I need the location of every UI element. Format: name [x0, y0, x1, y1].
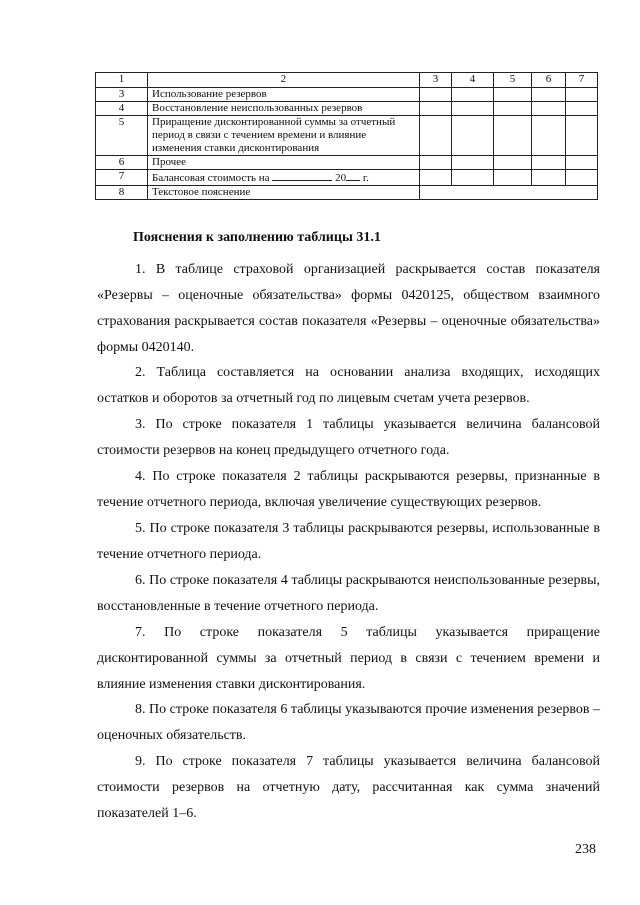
row-label: Текстовое пояснение [148, 186, 420, 200]
value-cell [566, 88, 598, 102]
value-cell [452, 102, 494, 116]
row-label: Приращение дисконтированной суммы за отчетный период в связи с течением времени и влияние изменения ставки дисконтирования [148, 116, 420, 156]
value-cell [420, 102, 452, 116]
paragraph-2: 2. Таблица составляется на основании анализа входящих, исходящих остатков и оборотов за отчетный год по лицевым счетам учета резервов. [97, 365, 600, 406]
value-cell [532, 156, 566, 170]
header-cell: 1 [96, 73, 148, 88]
page-number: 238 [575, 842, 596, 857]
row-number: 5 [96, 116, 148, 156]
text-explanation-cell [420, 186, 598, 200]
value-cell [494, 170, 532, 186]
header-cell: 2 [148, 73, 420, 88]
date-blank [272, 170, 332, 181]
table-row [96, 116, 598, 156]
value-cell [532, 102, 566, 116]
header-cell: 6 [532, 73, 566, 88]
row-number: 3 [96, 88, 148, 102]
value-cell [420, 116, 452, 156]
row-number: 4 [96, 102, 148, 116]
value-cell [566, 170, 598, 186]
value-cell [452, 156, 494, 170]
table-row [96, 156, 598, 170]
header-cell: 7 [566, 73, 598, 88]
header-cell: 5 [494, 73, 532, 88]
value-cell [494, 88, 532, 102]
balance-label-suffix: г. [362, 172, 369, 184]
value-cell [420, 88, 452, 102]
row-number: 7 [96, 170, 148, 186]
value-cell [566, 102, 598, 116]
value-cell [494, 156, 532, 170]
paragraph-9: 9. По строке показателя 7 таблицы указывается величина балансовой стоимости резервов на отчетную дату, рассчитанная как сумма значений показателей 1–6. [97, 754, 600, 821]
table-row [96, 102, 598, 116]
row-label: Использование резервов [148, 88, 420, 102]
paragraph-5: 5. По строке показателя 3 таблицы раскрываются резервы, использованные в течение отчетного периода. [97, 521, 600, 562]
row-label: Прочее [148, 156, 420, 170]
table-row [96, 88, 598, 102]
table-header-row [96, 73, 598, 88]
value-cell [532, 170, 566, 186]
paragraph-8: 8. По строке показателя 6 таблицы указываются прочие изменения резервов – оценочных обязательств. [97, 702, 600, 743]
value-cell [532, 88, 566, 102]
row-label [148, 170, 420, 186]
value-cell [566, 156, 598, 170]
row-number: 8 [96, 186, 148, 200]
value-cell [420, 170, 452, 186]
value-cell [494, 116, 532, 156]
value-cell [532, 116, 566, 156]
value-cell [452, 170, 494, 186]
table-row [96, 170, 598, 186]
paragraph-4: 4. По строке показателя 2 таблицы раскрываются резервы, признанные в течение отчетного периода, включая увеличение существующих резервов. [97, 469, 600, 510]
paragraph-1: 1. В таблице страховой организацией раскрывается состав показателя «Резервы – оценочные обязательства» формы 0420125, обществом взаимного страхования раскрывается состав показателя «Резервы – оценочные обязательства» формы 0420140. [97, 262, 600, 355]
value-cell [566, 116, 598, 156]
value-cell [452, 116, 494, 156]
balance-label-year: 20 [335, 172, 347, 184]
header-cell: 4 [452, 73, 494, 88]
section-heading: Пояснения к заполнению таблицы 31.1 [133, 230, 381, 245]
reserves-table [95, 72, 598, 200]
value-cell [420, 156, 452, 170]
value-cell [452, 88, 494, 102]
value-cell [494, 102, 532, 116]
paragraph-3: 3. По строке показателя 1 таблицы указывается величина балансовой стоимости резервов на конец предыдущего отчетного года. [97, 417, 600, 458]
row-label: Восстановление неиспользованных резервов [148, 102, 420, 116]
year-blank [346, 170, 360, 181]
balance-label-prefix: Балансовая стоимость на [152, 172, 270, 184]
row-number: 6 [96, 156, 148, 170]
header-cell: 3 [420, 73, 452, 88]
table-row [96, 186, 598, 200]
paragraph-7: 7. По строке показателя 5 таблицы указывается приращение дисконтированной суммы за отчетный период в связи с течением времени и влияние изменения ставки дисконтирования. [97, 625, 600, 692]
paragraph-6: 6. По строке показателя 4 таблицы раскрываются неиспользованные резервы, восстановленные в течение отчетного периода. [97, 573, 600, 614]
